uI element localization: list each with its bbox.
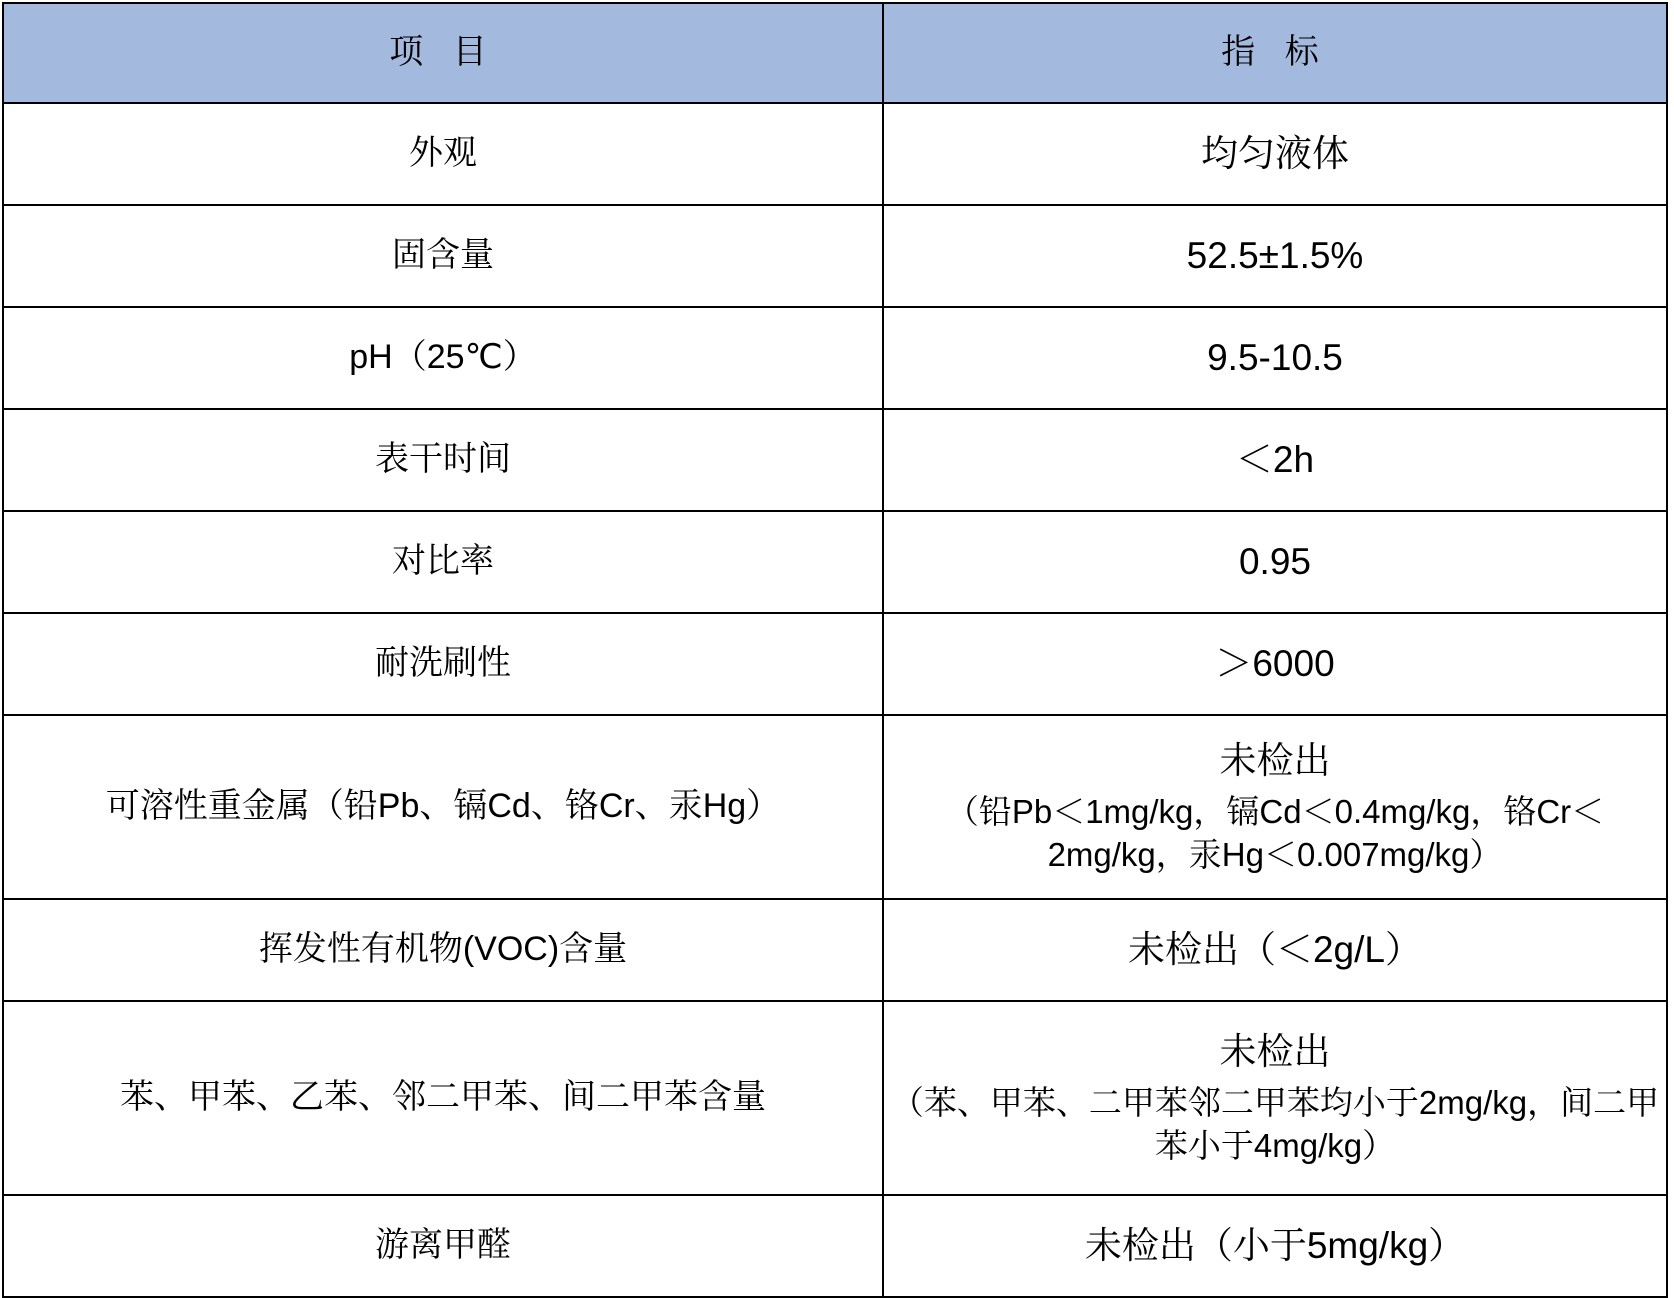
table-row [3,613,1667,715]
table-header-row [3,3,1667,103]
row-index-main: 未检出 [1219,740,1331,782]
row-index-value [883,1001,1667,1195]
row-index-main: 未检出（＜2g/L） [1127,928,1422,970]
row-item-label: 苯、甲苯、乙苯、邻二甲苯、间二甲苯含量 [3,1001,883,1195]
row-index-value [883,409,1667,511]
row-index-value [883,613,1667,715]
table-row [3,307,1667,409]
row-index-value [883,205,1667,307]
row-index-sub: （苯、甲苯、二甲苯邻二甲苯均小于2mg/kg，间二甲苯小于4mg/kg） [890,1083,1660,1165]
row-index-value [883,1195,1667,1297]
row-item-label: 固含量 [3,205,883,307]
row-index-main: 52.5±1.5% [1186,234,1364,276]
table-row [3,899,1667,1001]
row-index-main: 9.5-10.5 [1207,336,1343,378]
column-header-item: 项 目 [3,3,883,103]
table-row [3,205,1667,307]
row-index-main: ＜2h [1235,438,1315,480]
table-row [3,103,1667,205]
row-item-label: pH（25℃） [3,307,883,409]
table-row [3,715,1667,899]
row-item-label: 耐洗刷性 [3,613,883,715]
table-head [3,3,1667,103]
row-index-value [883,511,1667,613]
row-item-label: 挥发性有机物(VOC)含量 [3,899,883,1001]
row-index-main: ＞6000 [1215,642,1335,684]
row-index-value [883,103,1667,205]
specification-table [2,2,1668,1298]
row-index-value [883,715,1667,899]
column-header-index: 指 标 [883,3,1667,103]
row-index-value [883,307,1667,409]
row-index-main: 未检出 [1219,1031,1331,1073]
row-index-main: 均匀液体 [1201,132,1349,174]
table-row [3,1001,1667,1195]
table-row [3,511,1667,613]
row-item-label: 对比率 [3,511,883,613]
row-item-label: 可溶性重金属（铅Pb、镉Cd、铬Cr、汞Hg） [3,715,883,899]
row-index-main: 未检出（小于5mg/kg） [1084,1224,1466,1266]
row-item-label: 游离甲醛 [3,1195,883,1297]
row-index-main: 0.95 [1238,540,1311,582]
table-body [3,103,1667,1297]
table-row [3,1195,1667,1297]
table-row [3,409,1667,511]
row-item-label: 表干时间 [3,409,883,511]
row-index-sub: （铅Pb＜1mg/kg，镉Cd＜0.4mg/kg，铬Cr＜2mg/kg，汞Hg＜0.007mg/kg） [945,792,1605,874]
row-index-value [883,899,1667,1001]
row-item-label: 外观 [3,103,883,205]
